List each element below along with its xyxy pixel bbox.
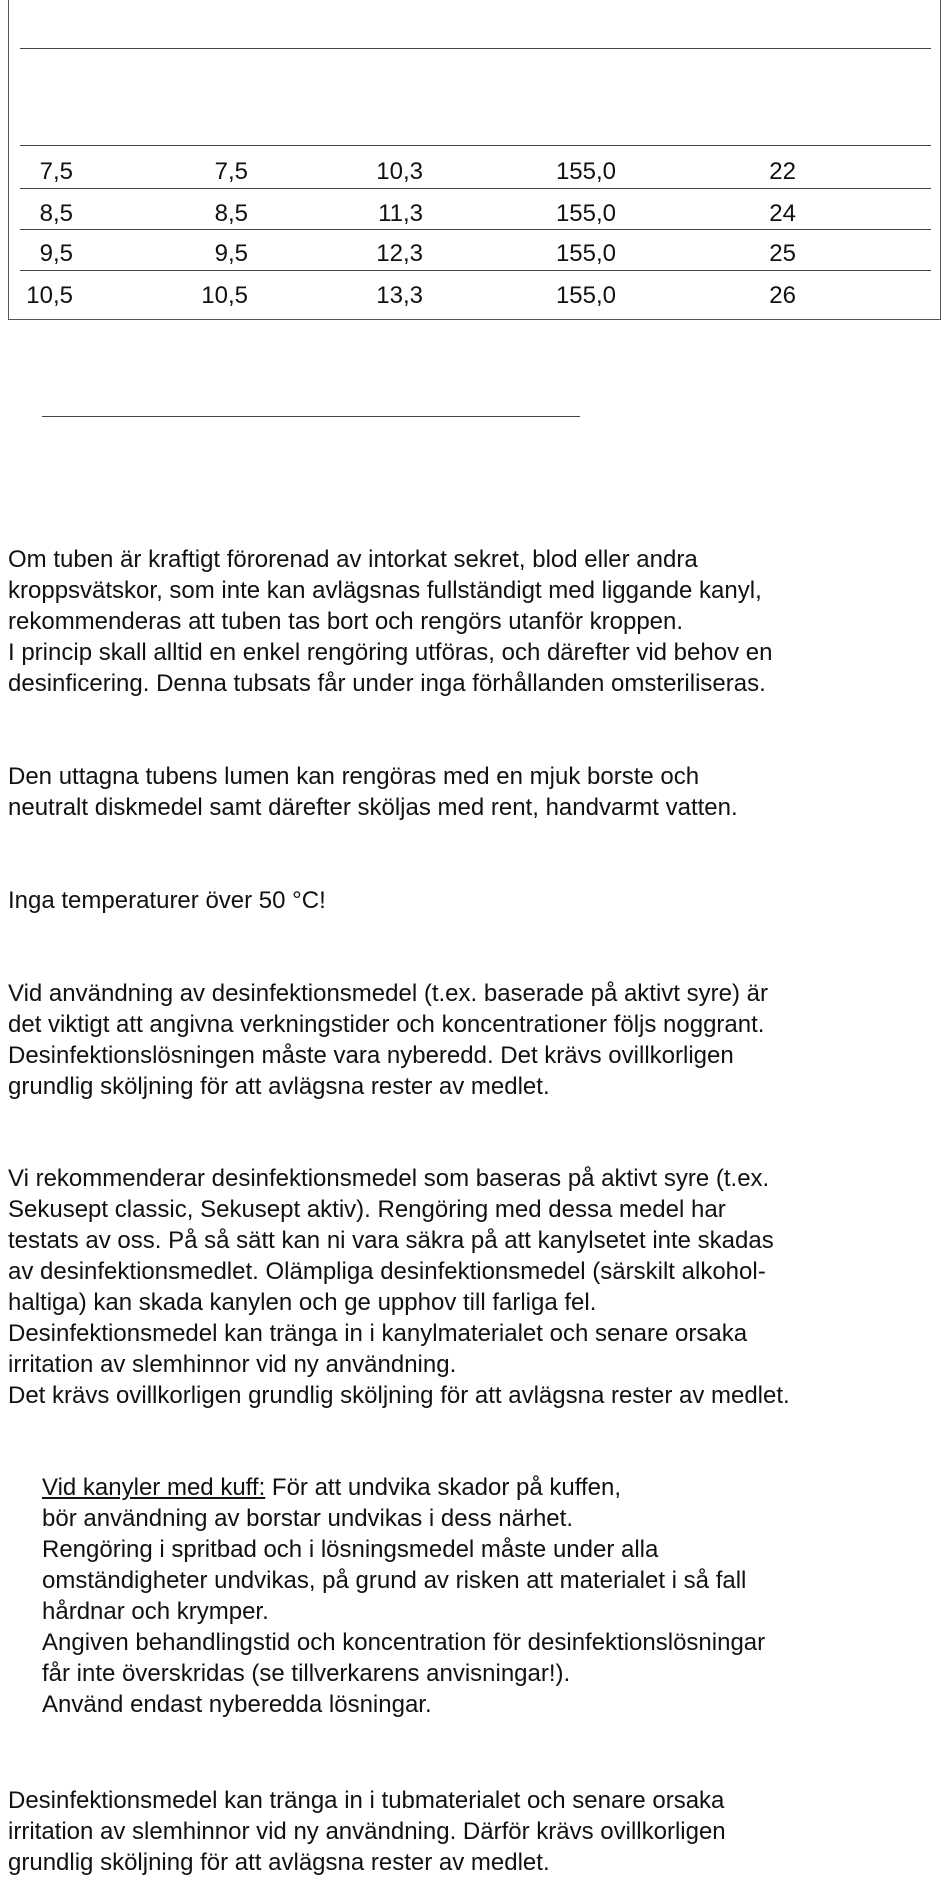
text-line: Det krävs ovillkorligen grundlig sköljning för att avlägsna rester av medlet. — [8, 1382, 790, 1409]
cuff-note — [42, 1472, 765, 1720]
text-line: bör användning av borstar undvikas i dess närhet. — [42, 1505, 573, 1532]
table-header-bottom-rule — [20, 145, 931, 146]
text-line: Rengöring i spritbad och i lösningsmedel måste under alla — [42, 1536, 659, 1563]
text-line: irritation av slemhinnor vid ny användning. Därför krävs ovillkorligen — [8, 1818, 726, 1845]
text-line: Vid användning av desinfektionsmedel (t.ex. baserade på aktivt syre) är — [8, 980, 768, 1007]
text-line: grundlig sköljning för att avlägsna rester av medlet. — [8, 1073, 550, 1100]
table-cell: 155,0 — [555, 200, 616, 227]
text-line: Inga temperaturer över 50 °C! — [8, 887, 326, 914]
text-line: får inte överskridas (se tillverkarens anvisningar!). — [42, 1660, 571, 1687]
text-line: omständigheter undvikas, på grund av risken att materialet i så fall — [42, 1567, 747, 1594]
table-cell: 25 — [769, 240, 796, 267]
text-line: av desinfektionsmedlet. Olämpliga desinfektionsmedel (särskilt alkohol- — [8, 1258, 766, 1285]
table-cell: 155,0 — [555, 282, 616, 309]
table-cell: 11,3 — [378, 200, 423, 227]
table-cell: 10,3 — [376, 158, 423, 185]
cuff-note-first-line: För att undvika skador på kuffen, — [265, 1474, 621, 1501]
text-line: kroppsvätskor, som inte kan avlägsnas fullständigt med liggande kanyl, — [8, 577, 762, 604]
table-cell: 12,3 — [376, 240, 423, 267]
table-cell: 26 — [769, 282, 796, 309]
text-line: hårdnar och krymper. — [42, 1598, 269, 1625]
text-line: irritation av slemhinnor vid ny användning. — [8, 1351, 457, 1378]
table-row — [0, 276, 950, 316]
section-divider — [42, 416, 580, 417]
table-cell: 7,5 — [214, 158, 248, 185]
text-line: Desinfektionsmedel kan tränga in i kanylmaterialet och senare orsaka — [8, 1320, 748, 1347]
table-row — [0, 152, 950, 192]
table-row-divider — [20, 229, 931, 230]
temperature-warning — [8, 885, 326, 916]
text-line: desinficering. Denna tubsats får under inga förhållanden omsteriliseras. — [8, 670, 766, 697]
table-cell: 10,5 — [26, 282, 73, 309]
table-cell: 8,5 — [39, 200, 73, 227]
disinfectant-usage-paragraph — [8, 978, 768, 1102]
text-line: Om tuben är kraftigt förorenad av intorkat sekret, blod eller andra — [8, 546, 698, 573]
table-cell: 7,5 — [39, 158, 73, 185]
lumen-cleaning-paragraph — [8, 761, 738, 823]
table-row-divider — [20, 188, 931, 189]
table-row — [0, 194, 950, 234]
table-cell: 24 — [769, 200, 796, 227]
table-cell: 8,5 — [214, 200, 248, 227]
text-line: Den uttagna tubens lumen kan rengöras med en mjuk borste och — [8, 763, 700, 790]
contamination-paragraph — [8, 544, 772, 699]
text-line: grundlig sköljning för att avlägsna rester av medlet. — [8, 1849, 550, 1876]
text-line: haltiga) kan skada kanylen och ge upphov till farliga fel. — [8, 1289, 597, 1316]
cuff-note-heading: Vid kanyler med kuff: — [42, 1474, 266, 1501]
text-line: Angiven behandlingstid och koncentration för desinfektionslösningar — [42, 1629, 766, 1656]
text-line: I princip skall alltid en enkel rengöring utföras, och därefter vid behov en — [8, 639, 773, 666]
text-line: testats av oss. På så sätt kan ni vara säkra på att kanylsetet inte skadas — [8, 1227, 774, 1254]
table-cell: 13,3 — [376, 282, 423, 309]
text-line: Vi rekommenderar desinfektionsmedel som baseras på aktivt syre (t.ex. — [8, 1165, 770, 1192]
table-cell: 10,5 — [201, 282, 248, 309]
table-cell: 22 — [769, 158, 796, 185]
text-line: Använd endast nyberedda lösningar. — [42, 1691, 432, 1718]
table-header-rule — [20, 48, 931, 49]
table-cell: 9,5 — [39, 240, 73, 267]
text-line: det viktigt att angivna verkningstider och koncentrationer följs noggrant. — [8, 1011, 765, 1038]
final-paragraph — [8, 1785, 726, 1878]
disinfectant-recommendation-paragraph — [8, 1163, 790, 1411]
table-row — [0, 234, 950, 274]
table-row-divider — [20, 270, 931, 271]
table-cell: 155,0 — [555, 240, 616, 267]
text-line: Sekusept classic, Sekusept aktiv). Rengöring med dessa medel har — [8, 1196, 726, 1223]
text-line: rekommenderas att tuben tas bort och rengörs utanför kroppen. — [8, 608, 684, 635]
text-line: neutralt diskmedel samt därefter sköljas med rent, handvarmt vatten. — [8, 794, 738, 821]
table-cell: 9,5 — [214, 240, 248, 267]
text-line: Desinfektionsmedel kan tränga in i tubmaterialet och senare orsaka — [8, 1787, 725, 1814]
text-line: Desinfektionslösningen måste vara nyberedd. Det krävs ovillkorligen — [8, 1042, 734, 1069]
text-line — [42, 1472, 765, 1503]
table-cell: 155,0 — [555, 158, 616, 185]
